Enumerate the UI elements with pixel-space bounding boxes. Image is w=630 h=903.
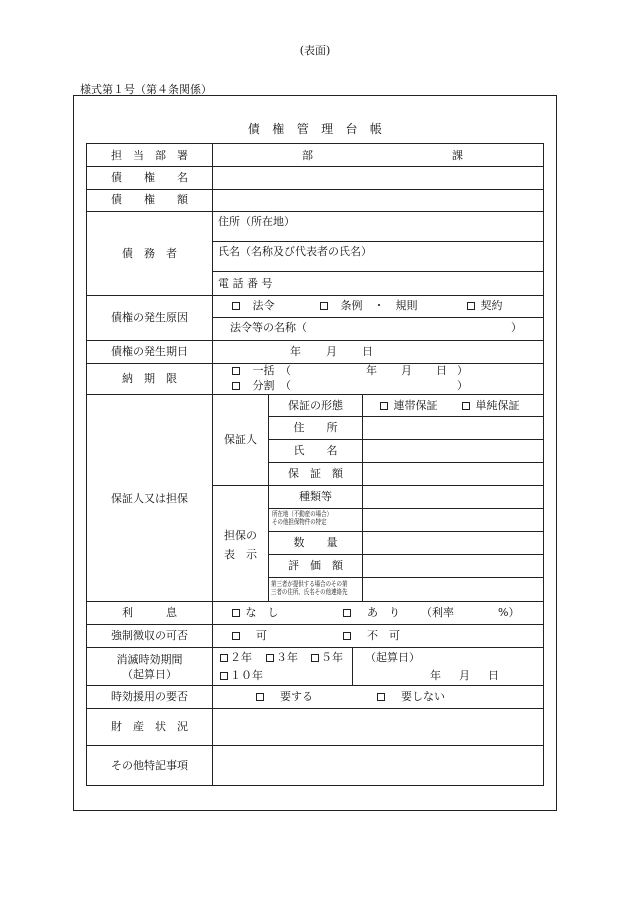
guarantee-amount-label: 保 証 額	[288, 467, 343, 480]
claim-name-label: 債 権 名	[111, 171, 188, 184]
checkbox-icon	[232, 302, 240, 310]
term-year: 年	[366, 364, 377, 377]
period-5y-option[interactable]: ５年	[311, 652, 343, 663]
checkbox-icon	[232, 382, 240, 390]
origin-contract-option[interactable]: 契約	[467, 300, 503, 311]
third-party-note: 第三者が提供する場合のその第 三者の住所、氏名その他連絡先	[271, 580, 348, 597]
assets-label: 財 産 状 況	[111, 720, 188, 733]
guarantor-address-label: 住 所	[293, 421, 338, 434]
period-2y-option[interactable]: ２年	[220, 652, 252, 663]
checkbox-icon	[343, 609, 351, 617]
simple-guarantee-option[interactable]: 単純保証	[462, 400, 520, 411]
checkbox-icon	[232, 367, 240, 375]
form-number: 様式第１号（第４条関係）	[80, 83, 212, 96]
checkbox-icon	[343, 632, 351, 640]
debtor-phone-label: 電 話 番 号	[218, 277, 273, 290]
dept-label: 担 当 部 署	[111, 149, 188, 162]
enforce-no-option[interactable]: 不 可	[343, 630, 400, 641]
form-title: 債 権 管 理 台 帳	[247, 122, 383, 136]
enforce-label: 強制徴収の可否	[111, 629, 188, 642]
enforce-yes-option[interactable]: 可	[232, 630, 267, 641]
period-month: 月	[459, 669, 470, 682]
origin-label: 債権の発生原因	[111, 311, 188, 324]
collateral-label-1: 担保の	[224, 529, 257, 542]
period-start-label: （起算日）	[365, 651, 420, 664]
collateral-qty-label: 数 量	[293, 536, 338, 549]
joint-guarantee-option[interactable]: 連帯保証	[380, 400, 438, 411]
law-name-label: 法令等の名称（	[230, 321, 307, 334]
dept-ka-label: 課	[452, 149, 463, 162]
checkbox-icon	[311, 654, 319, 662]
checkbox-icon	[232, 632, 240, 640]
other-notes-label: その他特記事項	[111, 759, 188, 772]
period-year: 年	[430, 669, 441, 682]
guarantor-label: 保証人	[224, 433, 257, 446]
term-lump-close: ）	[457, 364, 468, 377]
origin-ordinance-option[interactable]: 条例 ・ 規則	[320, 300, 418, 311]
term-install-close: ）	[457, 379, 468, 392]
term-month: 月	[401, 364, 412, 377]
checkbox-icon	[256, 693, 264, 701]
date-year: 年	[290, 345, 301, 358]
period-10y-option[interactable]: １０年	[220, 670, 263, 681]
term-lump-option[interactable]: 一括 （	[232, 365, 291, 376]
debtor-address-label: 住所（所在地）	[218, 215, 295, 228]
interest-yes-option[interactable]: あ り	[343, 607, 400, 618]
invoke-noneed-option[interactable]: 要しない	[377, 691, 445, 702]
guarantor-name-label: 氏 名	[293, 444, 338, 457]
checkbox-icon	[467, 302, 475, 310]
checkbox-icon	[220, 654, 228, 662]
collateral-type-label: 種類等	[299, 490, 332, 503]
checkbox-icon	[232, 609, 240, 617]
debtor-label: 債 務 者	[122, 247, 177, 260]
period-day: 日	[488, 669, 499, 682]
page-side-label: (表面)	[299, 44, 331, 57]
prescription-label-1: 消滅時効期間	[116, 653, 183, 666]
date-month: 月	[326, 345, 337, 358]
invoke-need-option[interactable]: 要する	[256, 691, 313, 702]
invoke-label: 時効援用の要否	[111, 690, 188, 703]
origin-law-option[interactable]: 法令	[232, 300, 275, 311]
guarantee-label: 保証人又は担保	[111, 492, 188, 505]
dept-bu-label: 部	[302, 149, 313, 162]
interest-none-option[interactable]: な し	[232, 607, 279, 618]
due-date-label: 納 期 限	[122, 372, 177, 385]
interest-label: 利 息	[122, 606, 177, 619]
checkbox-icon	[377, 693, 385, 701]
origin-date-label: 債権の発生期日	[111, 345, 188, 358]
prescription-label-2: （起算日）	[122, 668, 177, 681]
collateral-location-note: 所在地（不動産の場合） その他担保物件の特定	[272, 510, 333, 527]
checkbox-icon	[462, 402, 470, 410]
term-day: 日	[436, 364, 447, 377]
checkbox-icon	[320, 302, 328, 310]
claim-amount-label: 債 権 額	[111, 193, 188, 206]
period-3y-option[interactable]: ３年	[266, 652, 298, 663]
collateral-value-label: 評 価 額	[288, 559, 343, 572]
guarantee-form-label: 保証の形態	[288, 399, 343, 412]
checkbox-icon	[380, 402, 388, 410]
debtor-name-label: 氏名（名称及び代表者の氏名）	[218, 245, 372, 258]
collateral-label-2: 表 示	[224, 548, 257, 561]
checkbox-icon	[220, 672, 228, 680]
interest-rate-label: （利率 %）	[421, 606, 520, 619]
term-install-option[interactable]: 分割 （	[232, 380, 291, 391]
checkbox-icon	[266, 654, 274, 662]
law-name-close: ）	[511, 321, 522, 334]
date-day: 日	[362, 345, 373, 358]
